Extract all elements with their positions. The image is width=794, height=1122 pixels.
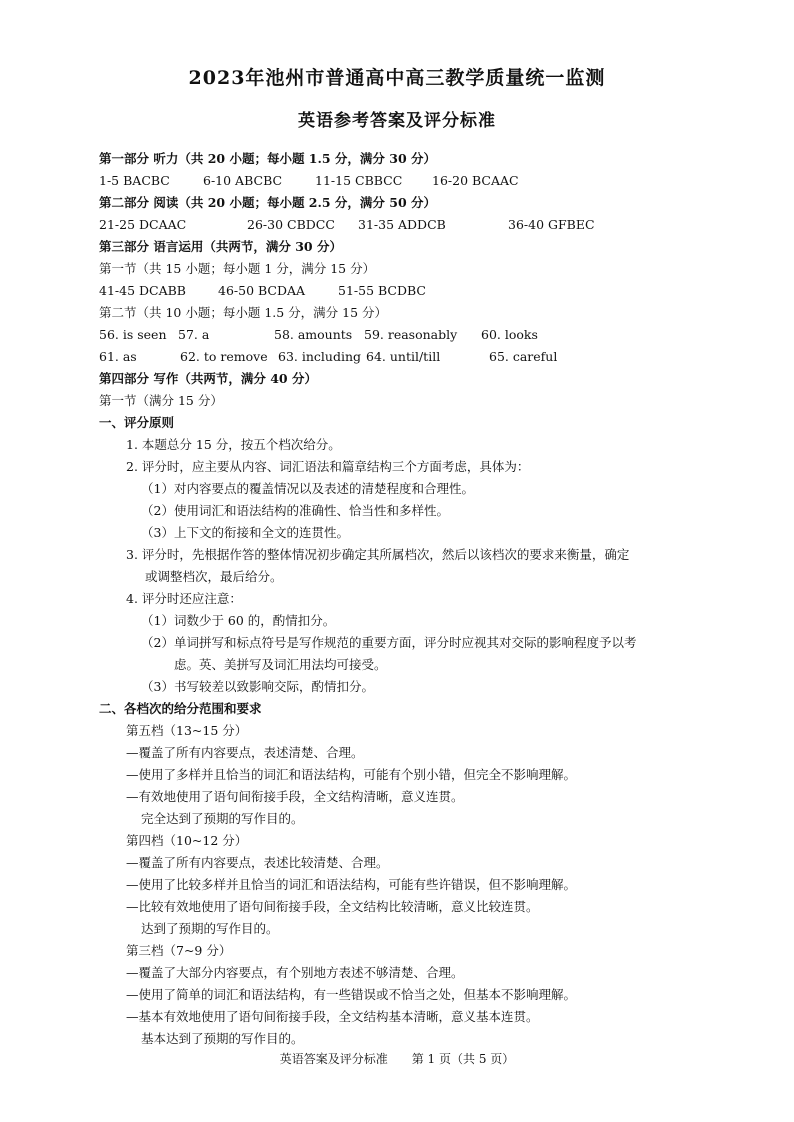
principle-subitem-continued: 虑。英、美拼写及词汇用法均可接受。	[174, 657, 387, 672]
answer-item: 58. amounts	[274, 327, 353, 342]
principle-item: 2. 评分时，应主要从内容、词汇语法和篇章结构三个方面考虑，具体为：	[126, 459, 530, 474]
part4-section1-heading: 第一节（满分 15 分）	[99, 393, 223, 408]
answer-group: 6-10 ABCBC	[203, 173, 283, 188]
answer-group: 51-55 BCDBC	[338, 283, 426, 298]
level3-label: 第三档（7~9 分）	[126, 943, 232, 958]
part3-section2-heading: 第二节（共 10 小题；每小题 1.5 分，满分 15 分）	[99, 305, 388, 320]
answer-group: 46-50 BCDAA	[218, 283, 306, 298]
principle-subitem: （2）单词拼写和标点符号是写作规范的重要方面，评分时应视其对交际的影响程度予以考	[141, 635, 637, 650]
level4-item: —比较有效地使用了语句间衔接手段，全文结构比较清晰，意义比较连贯。	[126, 899, 539, 914]
part2-heading: 第二部分 阅读（共 20 小题；每小题 2.5 分，满分 50 分）	[99, 195, 437, 210]
level4-label: 第四档（10~12 分）	[126, 833, 248, 848]
document-title: 2023年池州市普通高中高三教学质量统一监测	[188, 67, 606, 89]
level5-item: —有效地使用了语句间衔接手段，全文结构清晰，意义连贯。	[126, 789, 464, 804]
document-subtitle: 英语参考答案及评分标准	[298, 111, 496, 131]
answer-group: 16-20 BCAAC	[432, 173, 519, 188]
level3-item: —基本有效地使用了语句间衔接手段，全文结构基本清晰，意义基本连贯。	[126, 1009, 539, 1024]
level5-label: 第五档（13~15 分）	[126, 723, 248, 738]
answer-item: 65. careful	[489, 349, 558, 364]
answer-group: 1-5 BACBC	[99, 173, 170, 188]
answer-item: 57. a	[178, 327, 210, 342]
principle-subitem: （1）对内容要点的覆盖情况以及表述的清楚程度和合理性。	[141, 481, 474, 496]
principle-item-continued: 或调整档次，最后给分。	[145, 569, 283, 584]
answer-item: 63. including	[278, 349, 362, 364]
level3-conclusion: 基本达到了预期的写作目的。	[141, 1031, 304, 1046]
answer-item: 56. is seen	[99, 327, 167, 342]
level3-item: —覆盖了大部分内容要点，有个别地方表述不够清楚、合理。	[126, 965, 464, 980]
answer-item: 61. as	[99, 349, 137, 364]
answer-group: 26-30 CBDCC	[247, 217, 335, 232]
level4-item: —覆盖了所有内容要点，表述比较清楚、合理。	[126, 855, 389, 870]
level5-item: —覆盖了所有内容要点，表述清楚、合理。	[126, 745, 364, 760]
principle-item: 4. 评分时还应注意：	[126, 591, 242, 606]
level3-item: —使用了简单的词汇和语法结构，有一些错误或不恰当之处，但基本不影响理解。	[126, 987, 577, 1002]
principle-subitem: （2）使用词汇和语法结构的准确性、恰当性和多样性。	[141, 503, 449, 518]
part1-heading: 第一部分 听力（共 20 小题；每小题 1.5 分，满分 30 分）	[99, 151, 437, 166]
answer-group: 11-15 CBBCC	[315, 173, 403, 188]
answer-group: 36-40 GFBEC	[508, 217, 595, 232]
answer-item: 62. to remove	[180, 349, 268, 364]
answer-group: 31-35 ADDCB	[358, 217, 446, 232]
answer-group: 41-45 DCABB	[99, 283, 186, 298]
answer-item: 59. reasonably	[364, 327, 458, 342]
principle-item: 3. 评分时，先根据作答的整体情况初步确定其所属档次，然后以该档次的要求来衡量，确定	[126, 547, 630, 562]
answer-item: 60. looks	[481, 327, 538, 342]
page-footer: 英语答案及评分标准 第 1 页（共 5 页）	[279, 1052, 515, 1066]
level4-conclusion: 达到了预期的写作目的。	[141, 921, 279, 936]
principles-heading: 一、评分原则	[99, 415, 175, 430]
principle-item: 1. 本题总分 15 分，按五个档次给分。	[126, 437, 341, 452]
principle-subitem: （3）上下文的衔接和全文的连贯性。	[141, 525, 349, 540]
answer-item: 64. until/till	[366, 349, 441, 364]
levels-heading: 二、各档次的给分范围和要求	[99, 701, 262, 716]
part3-heading: 第三部分 语言运用（共两节，满分 30 分）	[99, 239, 342, 254]
part3-section1-heading: 第一节（共 15 小题；每小题 1 分，满分 15 分）	[99, 261, 376, 276]
answer-group: 21-25 DCAAC	[99, 217, 187, 232]
principle-subitem: （1）词数少于 60 的，酌情扣分。	[141, 613, 336, 628]
principle-subitem: （3）书写较差以致影响交际，酌情扣分。	[141, 679, 374, 694]
part4-heading: 第四部分 写作（共两节，满分 40 分）	[99, 371, 317, 386]
level5-item: —使用了多样并且恰当的词汇和语法结构，可能有个别小错，但完全不影响理解。	[126, 767, 577, 782]
level5-conclusion: 完全达到了预期的写作目的。	[141, 811, 304, 826]
level4-item: —使用了比较多样并且恰当的词汇和语法结构，可能有些许错误，但不影响理解。	[126, 877, 577, 892]
